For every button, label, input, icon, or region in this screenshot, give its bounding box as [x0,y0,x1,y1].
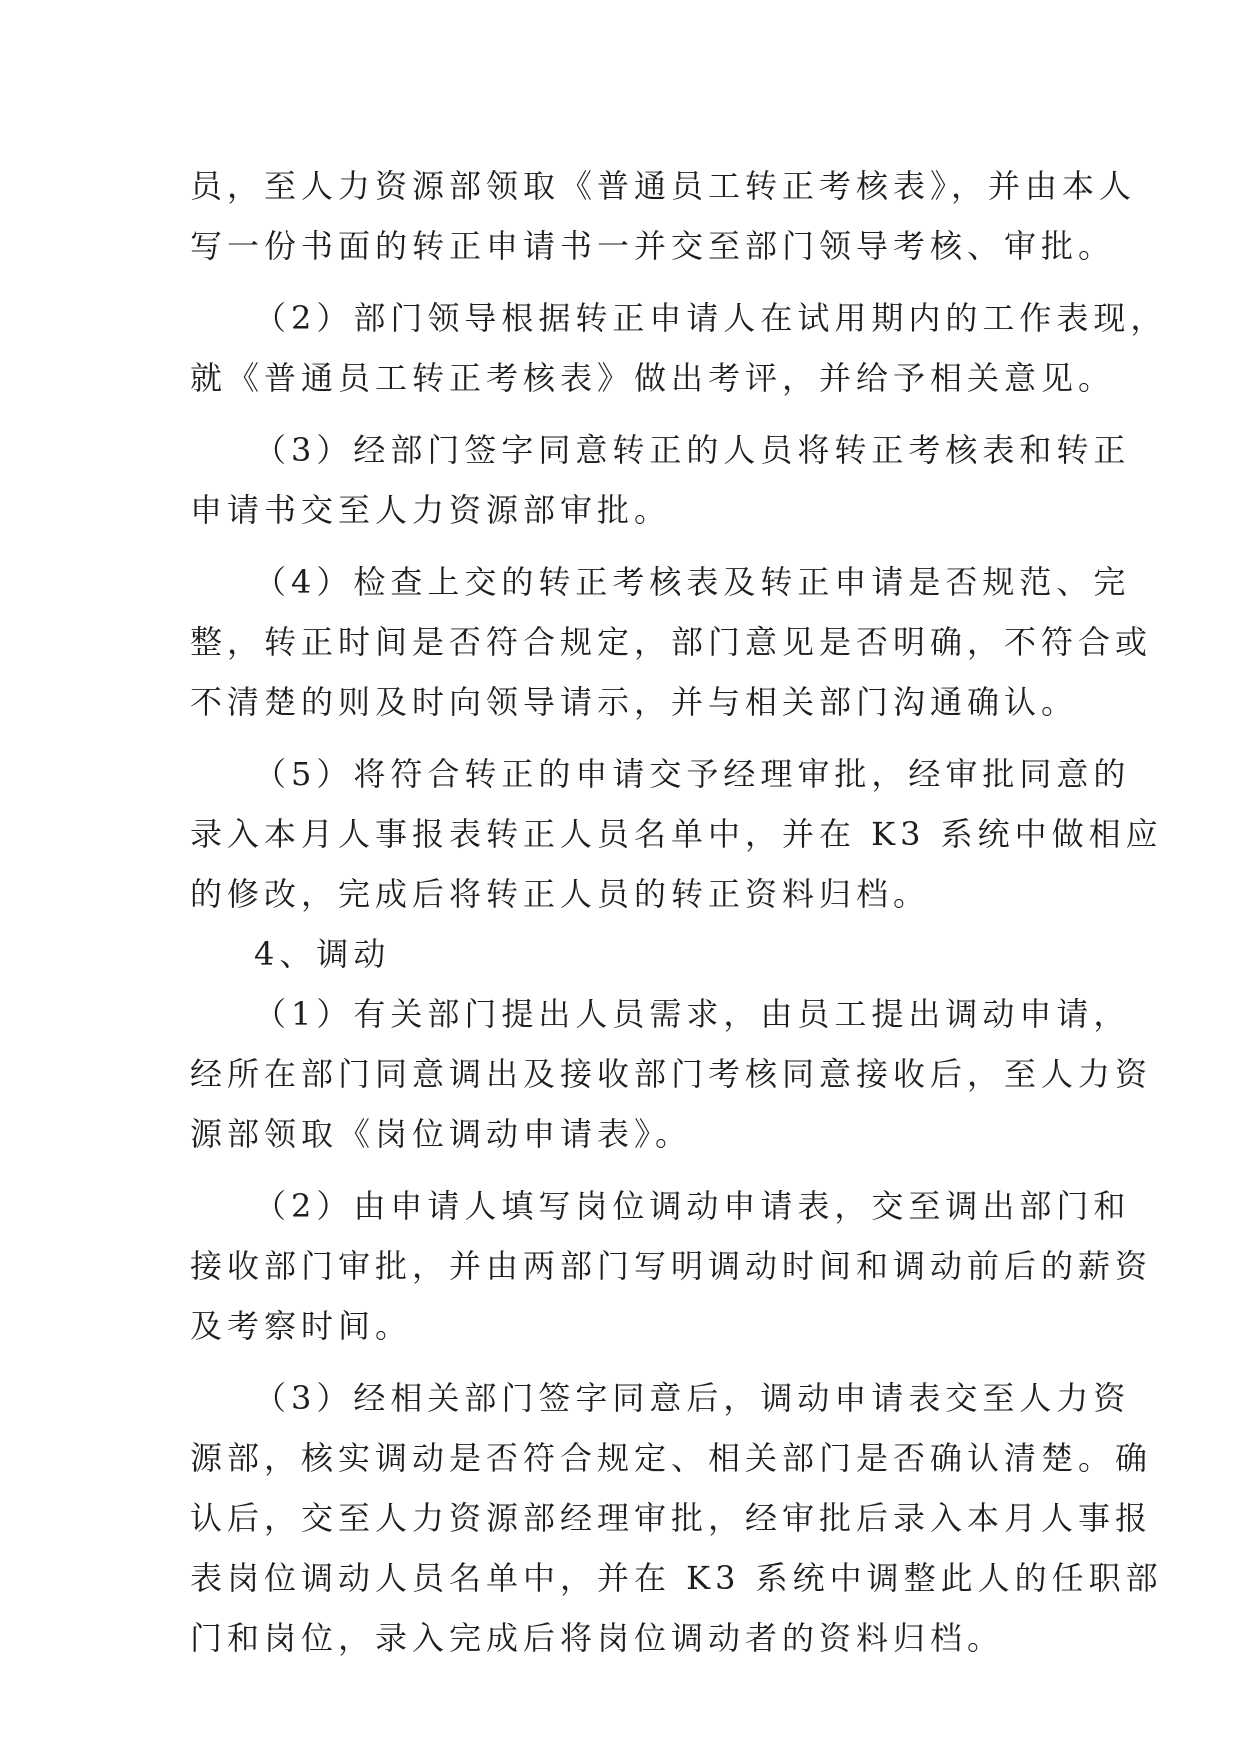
text-line: 申请书交至人力资源部审批。 [190,491,672,529]
text-line: 表岗位调动人员名单中，并在 K3 系统中调整此人的任职部 [190,1559,1163,1597]
text-line: 及考察时间。 [190,1307,413,1345]
text-line: （2）由申请人填写岗位调动申请表，交至调出部门和 [254,1187,1131,1225]
text-line: 经所在部门同意调出及接收部门考核同意接收后，至人力资 [190,1055,1153,1093]
text-line: 整，转正时间是否符合规定，部门意见是否明确，不符合或 [190,623,1153,661]
section-heading: 4、调动 [254,935,391,973]
text-line: （3）经部门签字同意转正的人员将转正考核表和转正 [254,431,1131,469]
text-line: （4）检查上交的转正考核表及转正申请是否规范、完 [254,563,1131,601]
text-line: （2）部门领导根据转正申请人在试用期内的工作表现， [254,299,1168,337]
document-body [190,156,1168,1668]
text-line: 源部，核实调动是否符合规定、相关部门是否确认清楚。确 [190,1439,1153,1477]
text-line: （1）有关部门提出人员需求，由员工提出调动申请， [254,995,1131,1033]
text-line: 源部领取《岗位调动申请表》。 [190,1115,693,1153]
text-line: 不清楚的则及时向领导请示，并与相关部门沟通确认。 [190,683,1079,721]
text-line: （5）将符合转正的申请交予经理审批，经审批同意的 [254,755,1131,793]
text-line: 接收部门审批，并由两部门写明调动时间和调动前后的薪资 [190,1247,1153,1285]
text-line: 门和岗位，录入完成后将岗位调动者的资料归档。 [190,1619,1005,1657]
text-line: 员，至人力资源部领取《普通员工转正考核表》，并由本人 [190,167,1137,205]
text-line: （3）经相关部门签字同意后，调动申请表交至人力资 [254,1379,1131,1417]
text-line: 录入本月人事报表转正人员名单中，并在 K3 系统中做相应 [190,815,1163,853]
text-line: 认后，交至人力资源部经理审批，经审批后录入本月人事报 [190,1499,1153,1537]
text-line: 的修改，完成后将转正人员的转正资料归档。 [190,875,931,913]
text-line: 写一份书面的转正申请书一并交至部门领导考核、审批。 [190,227,1116,265]
text-line: 就《普通员工转正考核表》做出考评，并给予相关意见。 [190,359,1116,397]
